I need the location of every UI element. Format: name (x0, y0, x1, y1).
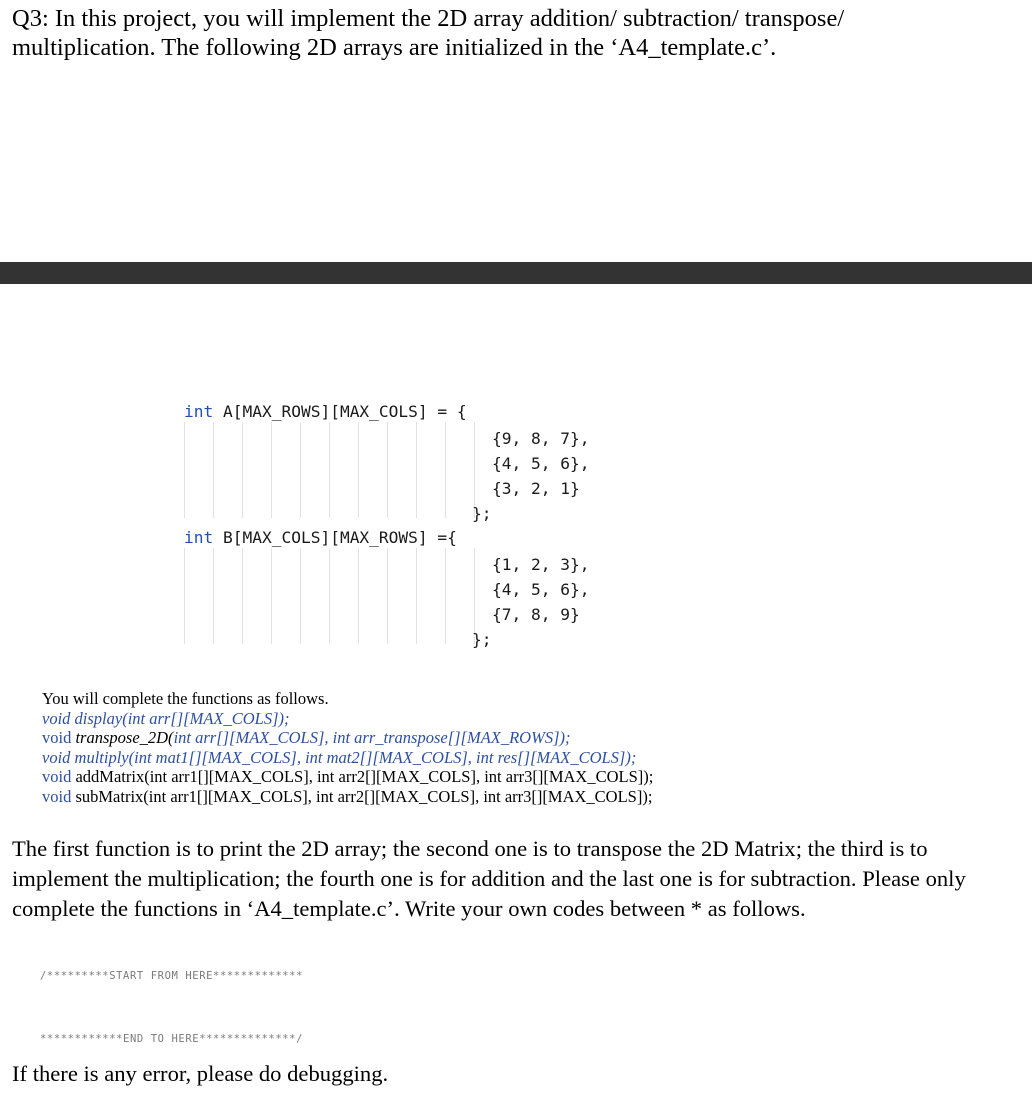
indent-guide (416, 548, 417, 644)
function-transpose-name: transpose_2D( (71, 728, 174, 748)
footer-note: If there is any error, please do debugging. (12, 1061, 389, 1086)
indent-guide (300, 422, 301, 518)
indent-guide (184, 548, 185, 644)
indent-guide (445, 422, 446, 518)
end-marker-comment: ************END TO HERE**************/ (40, 1033, 304, 1045)
function-add-signature: addMatrix(int arr1[][MAX_COLS], int arr2[][MAX_COLS], int arr3[][MAX_COLS]); (71, 767, 654, 787)
indent-guide (271, 548, 272, 644)
indent-guide (242, 422, 243, 518)
indent-guide (242, 548, 243, 644)
indent-guide (213, 422, 214, 518)
function-sub (42, 787, 842, 807)
array-a-declaration (184, 402, 467, 422)
explanation-paragraph: The first function is to print the 2D array; the second one is to transpose the 2D Matrix; the third is to implement the multiplication; the fourth one is for addition and the last one is for subtraction. Please only complete the functions in ‘A4_template.c’. Write your own codes between * as follows. (12, 836, 966, 921)
function-multiply: void multiply(int mat1[][MAX_COLS], int mat2[][MAX_COLS], int res[][MAX_COLS]); (42, 747, 637, 767)
indent-guide (213, 548, 214, 644)
array-b-close: }; (472, 630, 492, 649)
indent-guide (358, 422, 359, 518)
keyword-void: void (42, 786, 72, 806)
function-add (42, 767, 842, 787)
array-b-row: {7, 8, 9} (492, 605, 580, 624)
keyword-void: void (42, 728, 72, 748)
array-a-row: {9, 8, 7}, (492, 429, 590, 448)
question-intro (12, 4, 1012, 62)
code-snippet (184, 400, 624, 660)
array-a-row: {3, 2, 1} (492, 479, 580, 498)
function-display: void display(int arr[][MAX_COLS]); (42, 708, 290, 728)
indent-guide (329, 422, 330, 518)
intro-line-1: Q3: In this project, you will implement the 2D array addition/ subtraction/ transpose/ (12, 5, 845, 32)
array-a-signature: A[MAX_ROWS][MAX_COLS] = { (213, 402, 467, 421)
function-sub-signature: subMatrix(int arr1[][MAX_COLS], int arr2[][MAX_COLS], int arr3[][MAX_COLS]); (71, 786, 653, 806)
array-b-declaration (184, 528, 457, 548)
function-transpose (42, 728, 842, 748)
indent-guide (184, 422, 185, 518)
intro-line-2: multiplication. The following 2D arrays are initialized in the ‘A4_template.c’. (12, 34, 777, 61)
keyword-int: int (184, 528, 214, 547)
divider-bar (0, 262, 1032, 284)
keyword-int: int (184, 402, 214, 421)
array-a-row: {4, 5, 6}, (492, 454, 590, 473)
array-b-row: {1, 2, 3}, (492, 555, 590, 574)
function-transpose-args: int arr[][MAX_COLS], int arr_transpose[][MAX_ROWS]); (173, 728, 571, 748)
array-b-signature: B[MAX_COLS][MAX_ROWS] ={ (213, 528, 457, 547)
function-list (42, 689, 842, 807)
array-b-row: {4, 5, 6}, (492, 580, 590, 599)
array-a-close: }; (472, 504, 492, 523)
indent-guide (300, 548, 301, 644)
indent-guide (271, 422, 272, 518)
indent-guide (329, 548, 330, 644)
start-marker-comment: /*********START FROM HERE************* (40, 970, 304, 982)
indent-guide (445, 548, 446, 644)
function-list-lead: You will complete the functions as follows. (42, 689, 329, 708)
indent-guide (358, 548, 359, 644)
indent-guide (416, 422, 417, 518)
keyword-void: void (42, 767, 72, 787)
indent-guide (387, 422, 388, 518)
indent-guide (387, 548, 388, 644)
